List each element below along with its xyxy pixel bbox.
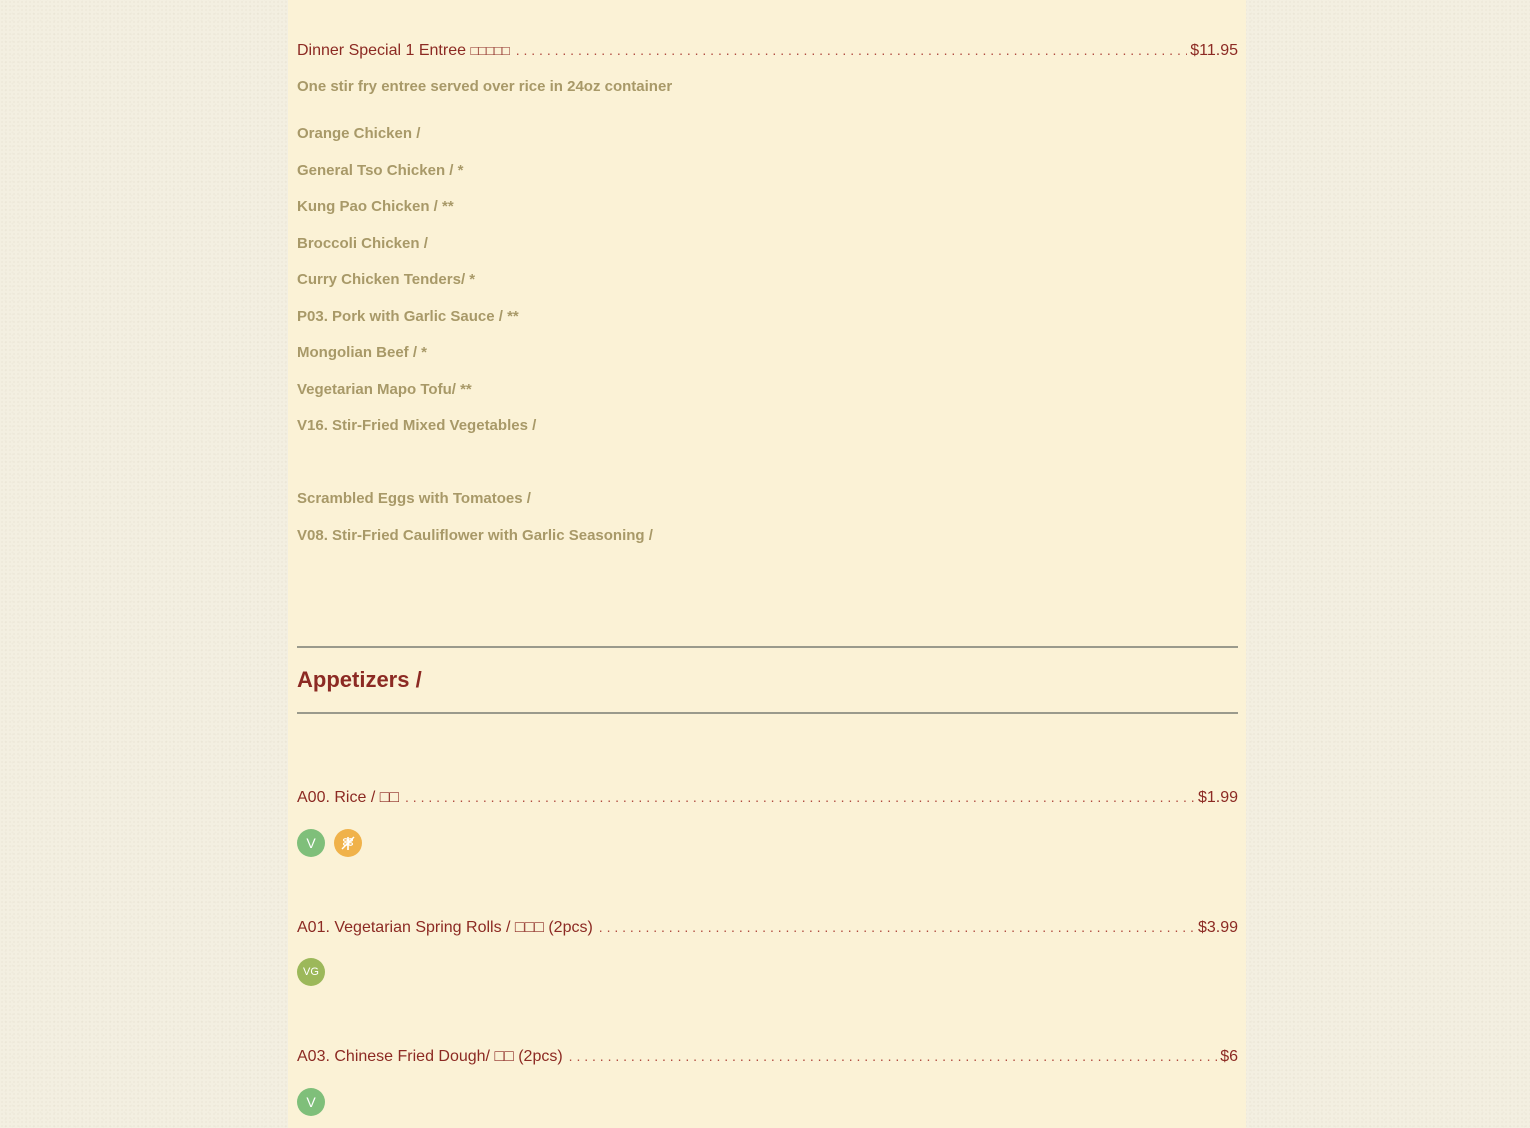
item-price: $1.99	[1197, 789, 1238, 806]
menu-item-chinese-fried-dough[interactable]	[297, 1046, 1238, 1067]
vegetarian-icon: V	[297, 829, 325, 857]
option-scrambled-eggs-tomatoes: Scrambled Eggs with Tomatoes /	[297, 490, 531, 507]
menu-content	[297, 0, 1238, 1128]
option-vegetarian-mapo-tofu: Vegetarian Mapo Tofu/ **	[297, 381, 472, 398]
option-stir-fried-cauliflower: V08. Stir-Fried Cauliflower with Garlic Seasoning /	[297, 527, 653, 544]
option-stir-fried-mixed-vegetables: V16. Stir-Fried Mixed Vegetables /	[297, 417, 537, 434]
dot-leader	[516, 40, 1188, 60]
item-price: $6	[1220, 1048, 1238, 1065]
option-broccoli-chicken: Broccoli Chicken /	[297, 235, 428, 252]
option-general-tso-chicken: General Tso Chicken / *	[297, 162, 464, 179]
dot-leader	[569, 1046, 1218, 1066]
section-divider-top	[297, 646, 1238, 648]
item-description: One stir fry entree served over rice in 24oz container	[297, 78, 673, 95]
menu-item-rice[interactable]	[297, 787, 1238, 808]
option-kung-pao-chicken: Kung Pao Chicken / **	[297, 198, 454, 215]
gluten-free-icon	[334, 829, 362, 857]
item-name: A01. Vegetarian Spring Rolls / □□□ (2pcs)	[297, 919, 593, 936]
section-title-appetizers: Appetizers /	[297, 667, 422, 692]
item-price: $3.99	[1197, 919, 1238, 936]
dot-leader	[599, 917, 1195, 937]
vegetarian-icon: V	[297, 1088, 325, 1116]
section-divider-bottom	[297, 712, 1238, 714]
option-mongolian-beef: Mongolian Beef / *	[297, 344, 428, 361]
option-orange-chicken: Orange Chicken /	[297, 125, 421, 142]
item-name: A03. Chinese Fried Dough/ □□ (2pcs)	[297, 1048, 563, 1065]
item-price: $11.95	[1190, 42, 1238, 59]
menu-item-dinner-special[interactable]	[297, 40, 1238, 61]
dot-leader	[405, 787, 1195, 807]
option-curry-chicken-tenders: Curry Chicken Tenders/ *	[297, 271, 476, 288]
vegan-icon: VG	[297, 958, 325, 986]
item-name: Dinner Special 1 Entree □□□□□	[297, 42, 510, 59]
option-pork-garlic-sauce: P03. Pork with Garlic Sauce / **	[297, 308, 519, 325]
item-name: A00. Rice / □□	[297, 789, 400, 806]
menu-item-vegetarian-spring-rolls[interactable]	[297, 917, 1238, 938]
menu-panel	[288, 0, 1246, 1128]
wheat-crossed-glyph	[339, 834, 357, 852]
